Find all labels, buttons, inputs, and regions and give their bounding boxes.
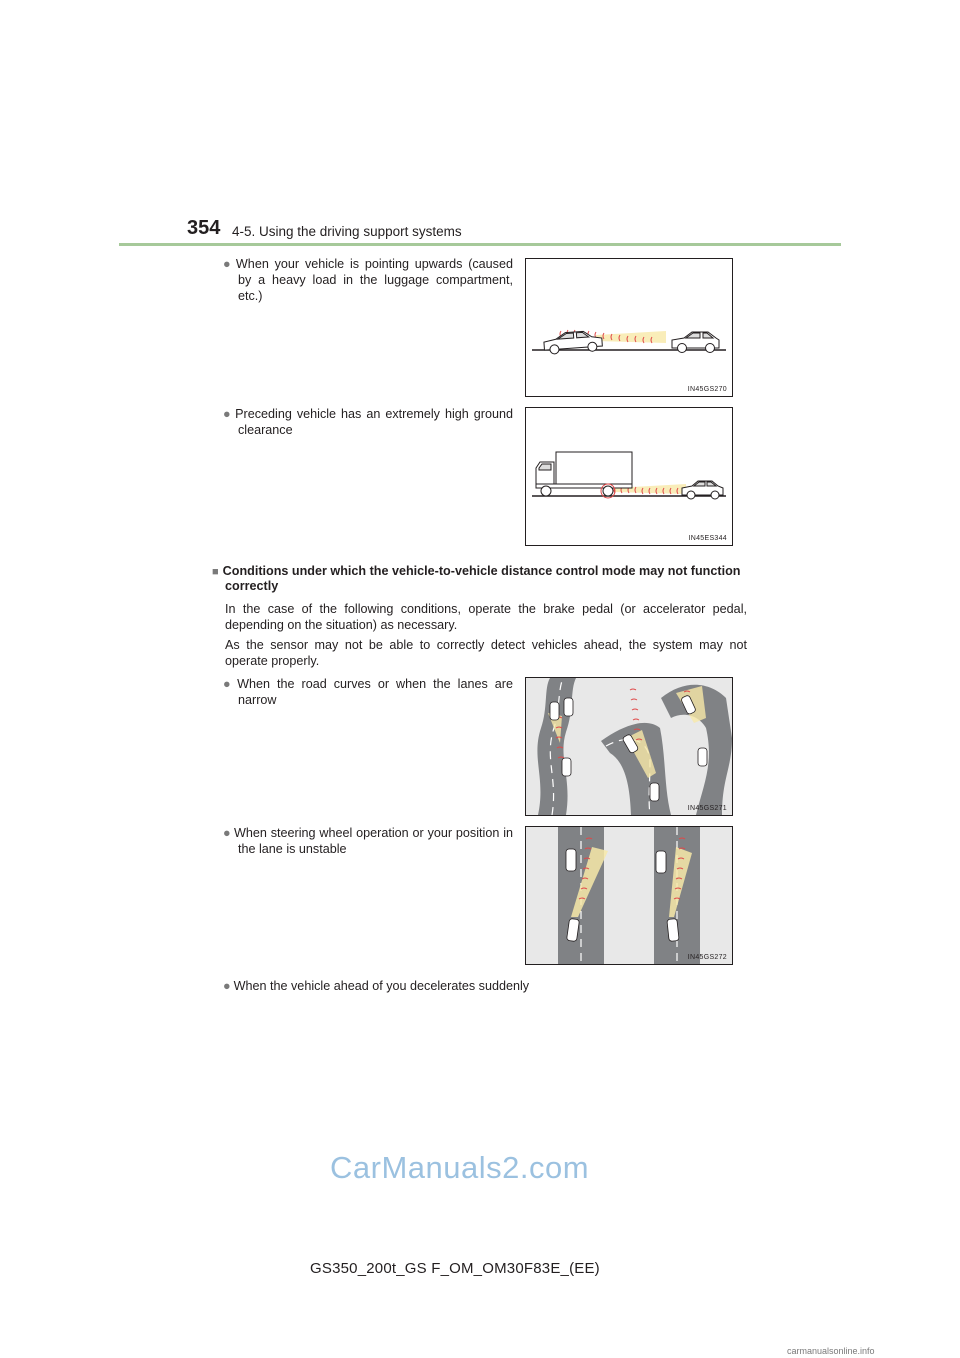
bullet-marker: ● [223,826,231,840]
figure-code: IN45ES344 [688,535,727,542]
bullet-marker: ● [223,677,235,691]
watermark-bottom: carmanualsonline.info [787,1346,875,1356]
section-heading [212,563,752,580]
figure-lane-drift [525,826,733,965]
figure-code: IN45GS271 [687,805,727,812]
lane-drift-illustration [526,827,732,964]
header-divider [119,243,841,246]
page-number: 354 [187,217,221,239]
section-title: 4-5. Using the driving support systems [232,224,462,239]
heading-marker: ■ [212,566,219,578]
curved-roads-illustration [526,678,732,815]
figure-high-ground-clearance [525,407,733,546]
car-tilted-upwards-illustration [526,259,732,396]
paragraph-sensor-warning: As the sensor may not be able to correctly detect vehicles ahead, the system may not operate properly. [225,638,747,668]
figure-code: IN45GS272 [687,954,727,961]
bullet-text: When your vehicle is pointing upwards (caused by a heavy load in the luggage compartment, etc.) [235,257,513,303]
heading-line-1: Conditions under which the vehicle-to-vehicle distance control mode may not function [222,564,741,578]
bullet-text: When the road curves or when the lanes are narrow [237,677,513,707]
bullet-marker: ● [223,407,233,421]
figure-code: IN45GS270 [687,386,727,393]
heading-line-2: correctly [225,579,279,593]
truck-high-clearance-illustration [526,408,732,545]
bullet-item-unstable-steering [223,825,513,857]
bullet-item-sudden-deceleration [223,978,763,994]
bullet-text: When the vehicle ahead of you decelerates suddenly [233,979,530,993]
paragraph-operate-pedal: In the case of the following conditions, operate the brake pedal (or accelerator pedal, depending on the situation) as necessary. [225,602,747,632]
bullet-text: Preceding vehicle has an extremely high ground clearance [235,407,513,437]
watermark-logo: CarManuals2.com [330,1150,590,1185]
bullet-item-vehicle-pointing-up [223,256,513,304]
bullet-marker: ● [223,257,233,271]
document-footer-code: GS350_200t_GS F_OM_OM30F83E_(EE) [310,1260,600,1277]
bullet-item-road-curves [223,676,513,708]
bullet-item-high-ground-clearance [223,406,513,438]
figure-curved-roads [525,677,733,816]
bullet-text: When steering wheel operation or your position in the lane is unstable [233,826,513,856]
bullet-marker: ● [223,979,231,993]
figure-vehicle-pointing-up [525,258,733,397]
